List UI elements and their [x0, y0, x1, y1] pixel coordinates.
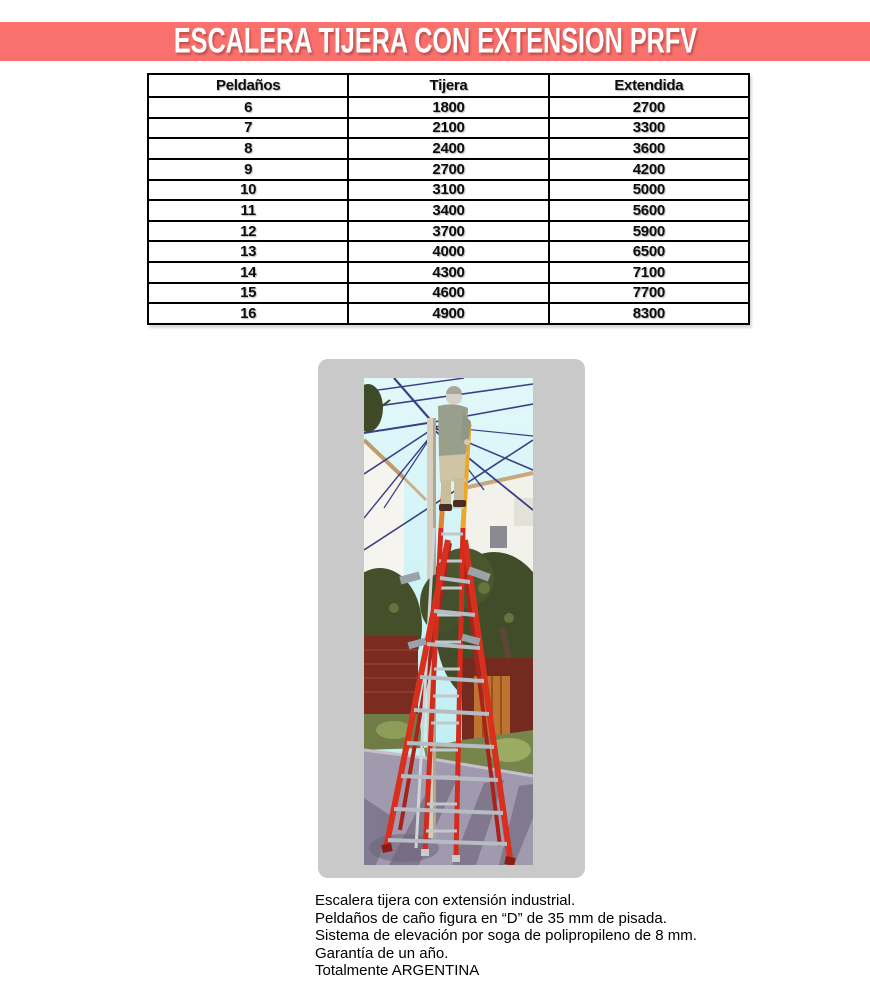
cell-peldanos: 14 [148, 262, 348, 283]
cell-extendida: 2700 [549, 97, 749, 118]
description-line: Garantía de un año. [315, 944, 449, 962]
cell-extendida: 6500 [549, 241, 749, 262]
description-line: Peldaños de caño figura en “D” de 35 mm de pisada. [315, 909, 667, 927]
table-row [148, 241, 749, 262]
cell-extendida: 4200 [549, 159, 749, 180]
cell-extendida: 3300 [549, 118, 749, 139]
table-row [148, 200, 749, 221]
table-row [148, 118, 749, 139]
table-row [148, 159, 749, 180]
ladder-scene-illustration [364, 378, 533, 865]
description-line: Totalmente ARGENTINA [315, 962, 480, 980]
cell-tijera: 4000 [348, 241, 548, 262]
cell-peldanos: 9 [148, 159, 348, 180]
description-line: Escalera tijera con extensión industrial. [315, 892, 576, 909]
cell-peldanos: 13 [148, 241, 348, 262]
cell-extendida: 7100 [549, 262, 749, 283]
product-description [315, 892, 697, 980]
cell-tijera: 3400 [348, 200, 548, 221]
col-header-tijera: Tijera [348, 74, 548, 97]
table-row [148, 138, 749, 159]
cell-peldanos: 8 [148, 138, 348, 159]
title-banner [0, 22, 870, 61]
page-title: ESCALERA TIJERA CON EXTENSION PRFV [173, 21, 697, 61]
cell-tijera: 4300 [348, 262, 548, 283]
cell-tijera: 2400 [348, 138, 548, 159]
cell-extendida: 3600 [549, 138, 749, 159]
table-row [148, 262, 749, 283]
col-header-peldanos: Peldaños [148, 74, 348, 97]
table-row [148, 97, 749, 118]
cell-extendida: 5900 [549, 221, 749, 242]
spec-table [147, 73, 750, 325]
cell-tijera: 3100 [348, 180, 548, 201]
table-header-row [148, 74, 749, 97]
cell-extendida: 5600 [549, 200, 749, 221]
cell-peldanos: 11 [148, 200, 348, 221]
photo-frame [318, 359, 585, 878]
cell-peldanos: 10 [148, 180, 348, 201]
table-row [148, 283, 749, 304]
cell-tijera: 2100 [348, 118, 548, 139]
table-row [148, 180, 749, 201]
cell-peldanos: 6 [148, 97, 348, 118]
cell-tijera: 4900 [348, 303, 548, 324]
cell-extendida: 5000 [549, 180, 749, 201]
cell-extendida: 8300 [549, 303, 749, 324]
product-photo [364, 378, 533, 865]
cell-tijera: 1800 [348, 97, 548, 118]
cell-peldanos: 7 [148, 118, 348, 139]
table-row [148, 303, 749, 324]
cell-peldanos: 15 [148, 283, 348, 304]
cell-peldanos: 16 [148, 303, 348, 324]
cell-extendida: 7700 [549, 283, 749, 304]
cell-tijera: 4600 [348, 283, 548, 304]
col-header-extendida: Extendida [549, 74, 749, 97]
cell-tijera: 2700 [348, 159, 548, 180]
table-row [148, 221, 749, 242]
description-line: Sistema de elevación por soga de polipropileno de 8 mm. [315, 927, 697, 945]
cell-peldanos: 12 [148, 221, 348, 242]
cell-tijera: 3700 [348, 221, 548, 242]
